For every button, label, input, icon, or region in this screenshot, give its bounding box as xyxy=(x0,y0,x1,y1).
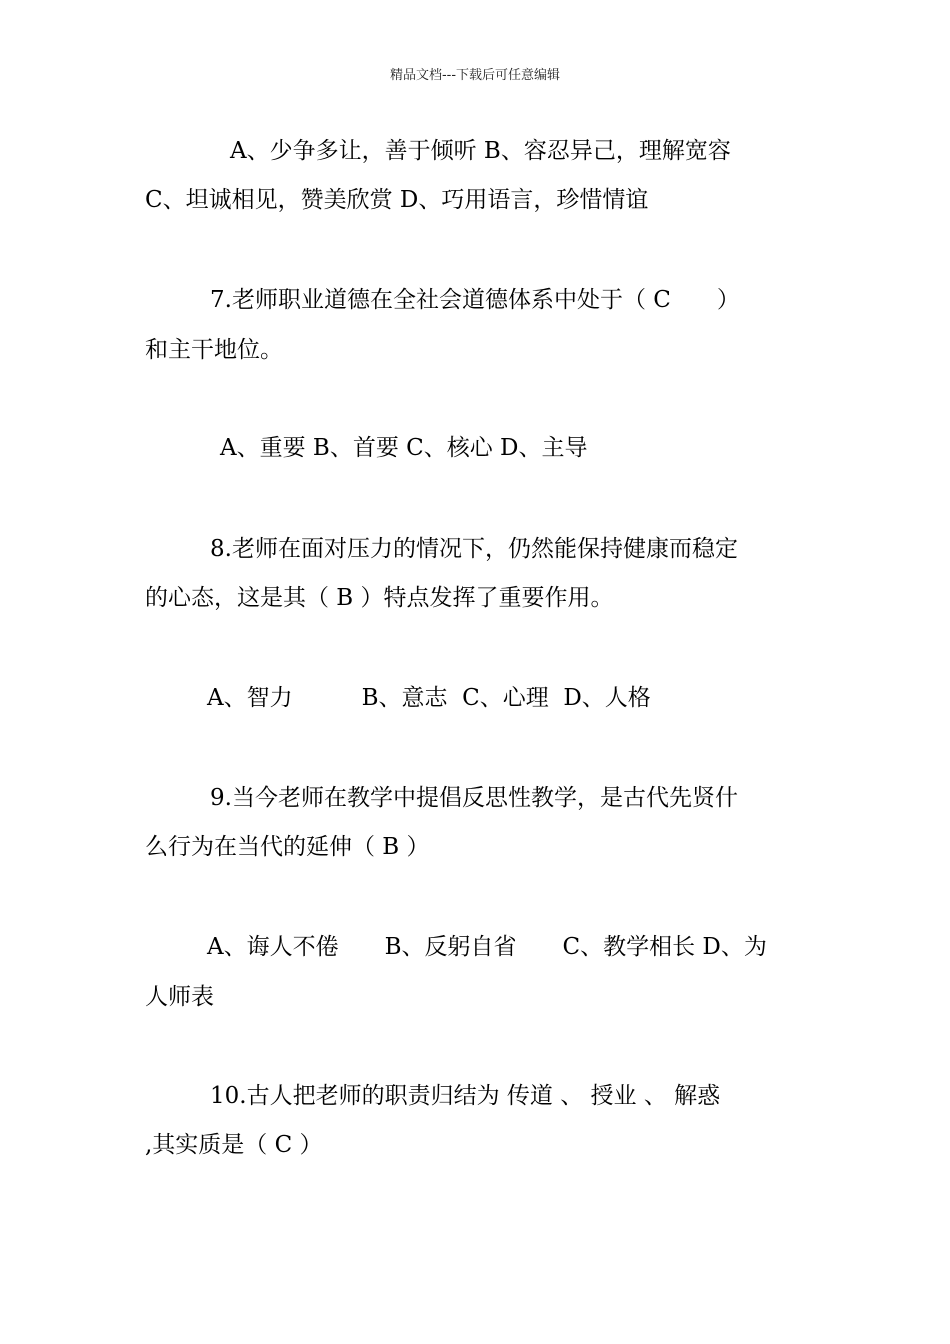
q7-question-line-2: 和主干地位。 xyxy=(145,337,283,363)
q9-question-line-1: 9.当今老师在教学中提倡反思性教学，是古代先贤什 xyxy=(210,785,738,811)
q9-options-line-2: 人师表 xyxy=(145,984,214,1010)
q7-options-line: A、重要 B、首要 C、核心 D、主导 xyxy=(220,435,588,461)
q8-question-line-2: 的心态，这是其（ B ）特点发挥了重要作用。 xyxy=(145,585,614,611)
page-header: 精品文档---下载后可任意编辑 xyxy=(389,68,561,83)
q8-question-line-1: 8.老师在面对压力的情况下，仍然能保持健康而稳定 xyxy=(210,536,738,562)
q6-options-line-1: A、少争多让，善于倾听 B、容忍异己，理解宽容 xyxy=(230,138,731,164)
q8-options-line: A、智力 B、意志 C、心理 D、人格 xyxy=(207,685,651,711)
q7-question-line-1: 7.老师职业道德在全社会道德体系中处于（ C ） xyxy=(210,287,740,313)
q9-question-line-2: 么行为在当代的延伸（ B ） xyxy=(145,834,430,860)
q10-question-line-1: 10.古人把老师的职责归结为 传道 、 授业 、 解惑 xyxy=(210,1083,721,1109)
q6-options-line-2: C、坦诚相见，赞美欣赏 D、巧用语言，珍惜情谊 xyxy=(145,187,649,213)
q10-question-line-2: ,其实质是（ C ） xyxy=(145,1132,323,1158)
q9-options-line-1: A、诲人不倦 B、反躬自省 C、教学相长 D、为 xyxy=(207,934,767,960)
